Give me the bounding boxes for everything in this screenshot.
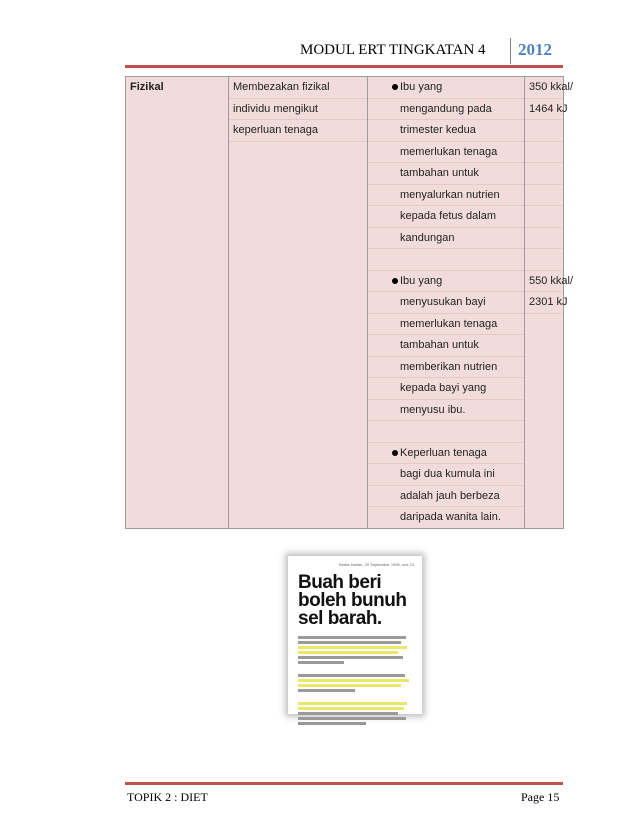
row-spacer xyxy=(368,421,524,443)
row-spacer xyxy=(368,249,524,271)
bullet-item-1: Ibu yang xyxy=(368,77,524,99)
value-cell xyxy=(525,77,574,529)
footer-topic: TOPIK 2 : DIET xyxy=(127,790,208,804)
bullet-line: kepada fetus dalam xyxy=(368,206,524,228)
bullet-item-2: Ibu yang xyxy=(368,271,524,293)
value-line: 550 kkal/ xyxy=(525,271,563,293)
criteria-cell xyxy=(229,77,368,529)
clipping-body-text xyxy=(298,634,412,727)
page-number: Page 15 xyxy=(521,790,560,804)
bullet-line: memerlukan tenaga xyxy=(368,314,524,336)
newspaper-clipping xyxy=(288,556,422,714)
value-line: 2301 kJ xyxy=(525,292,563,314)
value-line: 350 kkal/ xyxy=(525,77,563,99)
criteria-line: keperluan tenaga xyxy=(229,120,367,142)
description-cell xyxy=(368,77,525,529)
bullet-icon xyxy=(392,278,398,284)
bullet-line: daripada wanita lain. xyxy=(400,511,501,523)
clipping-date: Berita Harian, 29 September 1995, m/s 23 xyxy=(339,562,414,567)
value-line: 1464 kJ xyxy=(525,99,563,121)
footer-rule xyxy=(125,782,563,785)
bullet-item-3: Keperluan tenaga xyxy=(368,443,524,465)
bullet-line: adalah jauh berbeza xyxy=(368,486,524,508)
clipping-headline: Buah beri boleh bunuh sel barah. xyxy=(298,572,407,629)
bullet-line: menyusukan bayi xyxy=(368,292,524,314)
header-year: 2012 xyxy=(518,40,552,59)
criteria-line: individu mengikut xyxy=(229,99,367,121)
criteria-line: Membezakan fizikal xyxy=(229,77,367,99)
diet-table xyxy=(125,76,574,529)
bullet-line: menyusu ibu. xyxy=(368,400,524,422)
header-title: MODUL ERT TINGKATAN 4 xyxy=(300,42,486,58)
category-cell xyxy=(126,77,229,529)
table-row xyxy=(126,77,564,529)
category-label: Fizikal xyxy=(130,81,164,93)
bullet-line: trimester kedua xyxy=(368,120,524,142)
bullet-line: kepada bayi yang xyxy=(368,378,524,400)
page-header xyxy=(0,38,638,66)
bullet-line: kandungan xyxy=(368,228,524,250)
bullet-line: memerlukan tenaga xyxy=(368,142,524,164)
bullet-line: bagi dua kumula ini xyxy=(368,464,524,486)
header-separator xyxy=(510,38,511,64)
bullet-line: memberikan nutrien xyxy=(368,357,524,379)
bullet-line: menyalurkan nutrien xyxy=(368,185,524,207)
bullet-icon xyxy=(392,84,398,90)
bullet-line: tambahan untuk xyxy=(368,163,524,185)
bullet-line: mengandung pada xyxy=(368,99,524,121)
header-rule xyxy=(125,65,563,68)
bullet-icon xyxy=(392,450,398,456)
bullet-line: tambahan untuk xyxy=(368,335,524,357)
